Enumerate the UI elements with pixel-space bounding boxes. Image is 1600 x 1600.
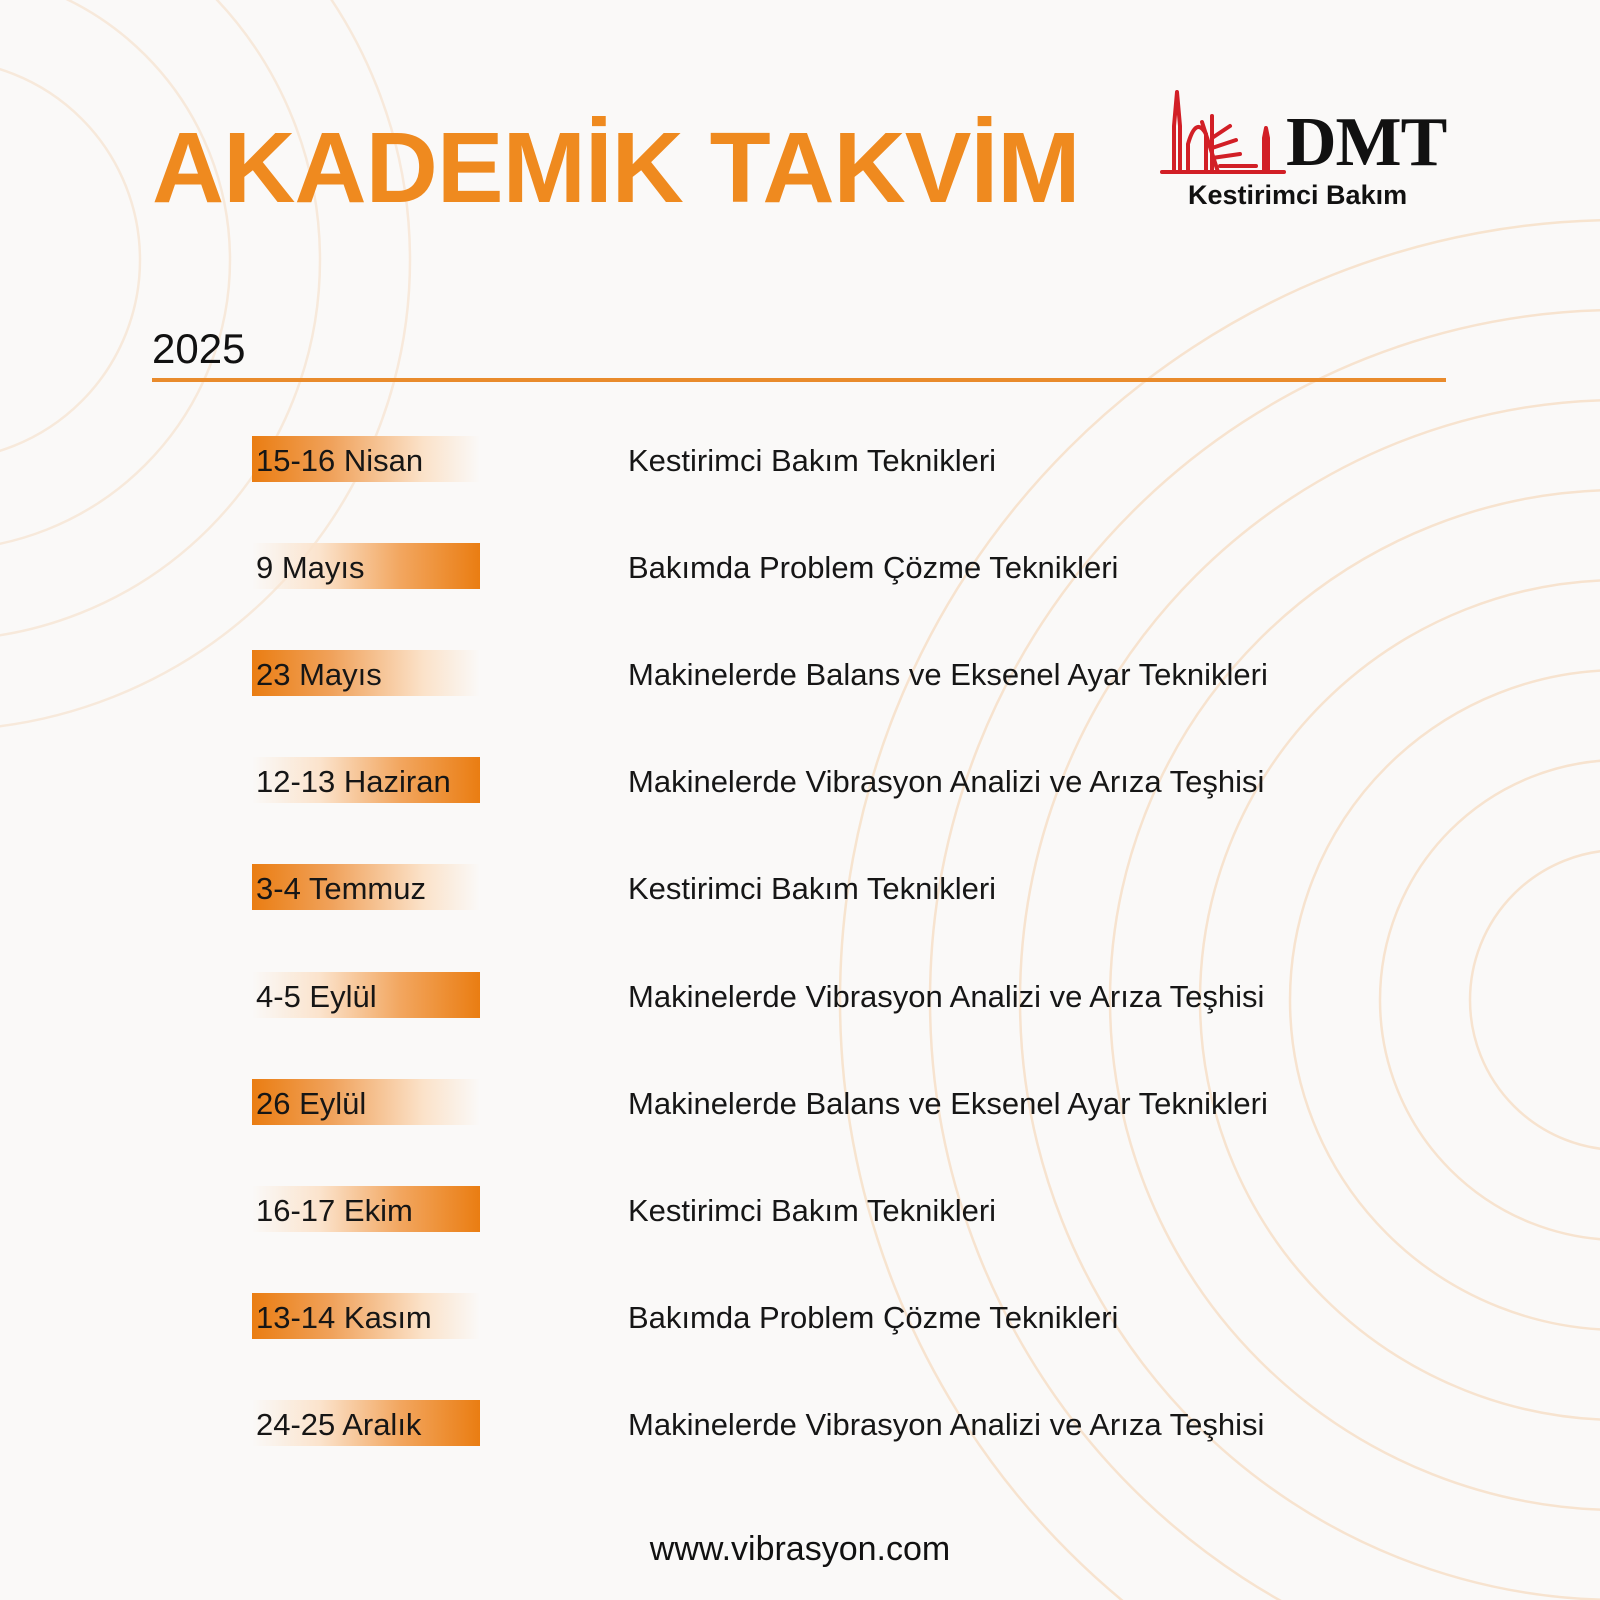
date-badge: 13-14 Kasım	[252, 1293, 480, 1339]
date-badge: 4-5 Eylül	[252, 972, 480, 1018]
schedule-row	[0, 1293, 1600, 1339]
course-title: Makinelerde Vibrasyon Analizi ve Arıza Teşhisi	[628, 979, 1265, 1014]
date-badge: 9 Mayıs	[252, 543, 480, 589]
schedule-row	[0, 1186, 1600, 1232]
date-badge: 16-17 Ekim	[252, 1186, 480, 1232]
course-title: Kestirimci Bakım Teknikleri	[628, 443, 997, 478]
course-title: Makinelerde Balans ve Eksenel Ayar Teknikleri	[628, 657, 1268, 692]
date-badge: 23 Mayıs	[252, 650, 480, 696]
schedule-row	[0, 1079, 1600, 1125]
date-badge: 24-25 Aralık	[252, 1400, 480, 1446]
course-title: Bakımda Problem Çözme Teknikleri	[628, 550, 1119, 585]
year-heading: 2025	[152, 325, 246, 372]
schedule-row	[0, 972, 1600, 1018]
schedule-row	[0, 757, 1600, 803]
schedule-row	[0, 864, 1600, 910]
course-title: Bakımda Problem Çözme Teknikleri	[628, 1300, 1119, 1335]
course-title: Kestirimci Bakım Teknikleri	[628, 1193, 997, 1228]
course-title: Makinelerde Balans ve Eksenel Ayar Teknikleri	[628, 1086, 1268, 1121]
course-title: Kestirimci Bakım Teknikleri	[628, 871, 997, 906]
logo-tagline: Kestirimci Bakım	[1188, 180, 1408, 210]
dmt-logo	[1160, 86, 1450, 216]
date-badge: 15-16 Nisan	[252, 436, 480, 482]
schedule-row	[0, 543, 1600, 589]
schedule-row	[0, 436, 1600, 482]
date-badge: 3-4 Temmuz	[252, 864, 480, 910]
website-link[interactable]: www.vibrasyon.com	[649, 1530, 951, 1568]
course-title: Makinelerde Vibrasyon Analizi ve Arıza Teşhisi	[628, 764, 1265, 799]
page-title: AKADEMİK TAKVİM	[152, 112, 1080, 224]
date-badge: 12-13 Haziran	[252, 757, 480, 803]
date-badge: 26 Eylül	[252, 1079, 480, 1125]
schedule-row	[0, 1400, 1600, 1446]
schedule-row	[0, 650, 1600, 696]
logo-wordmark: DMT	[1286, 104, 1447, 181]
mosque-skyline-logo-icon	[1160, 86, 1290, 186]
course-title: Makinelerde Vibrasyon Analizi ve Arıza Teşhisi	[628, 1407, 1265, 1442]
year-divider	[152, 378, 1446, 382]
